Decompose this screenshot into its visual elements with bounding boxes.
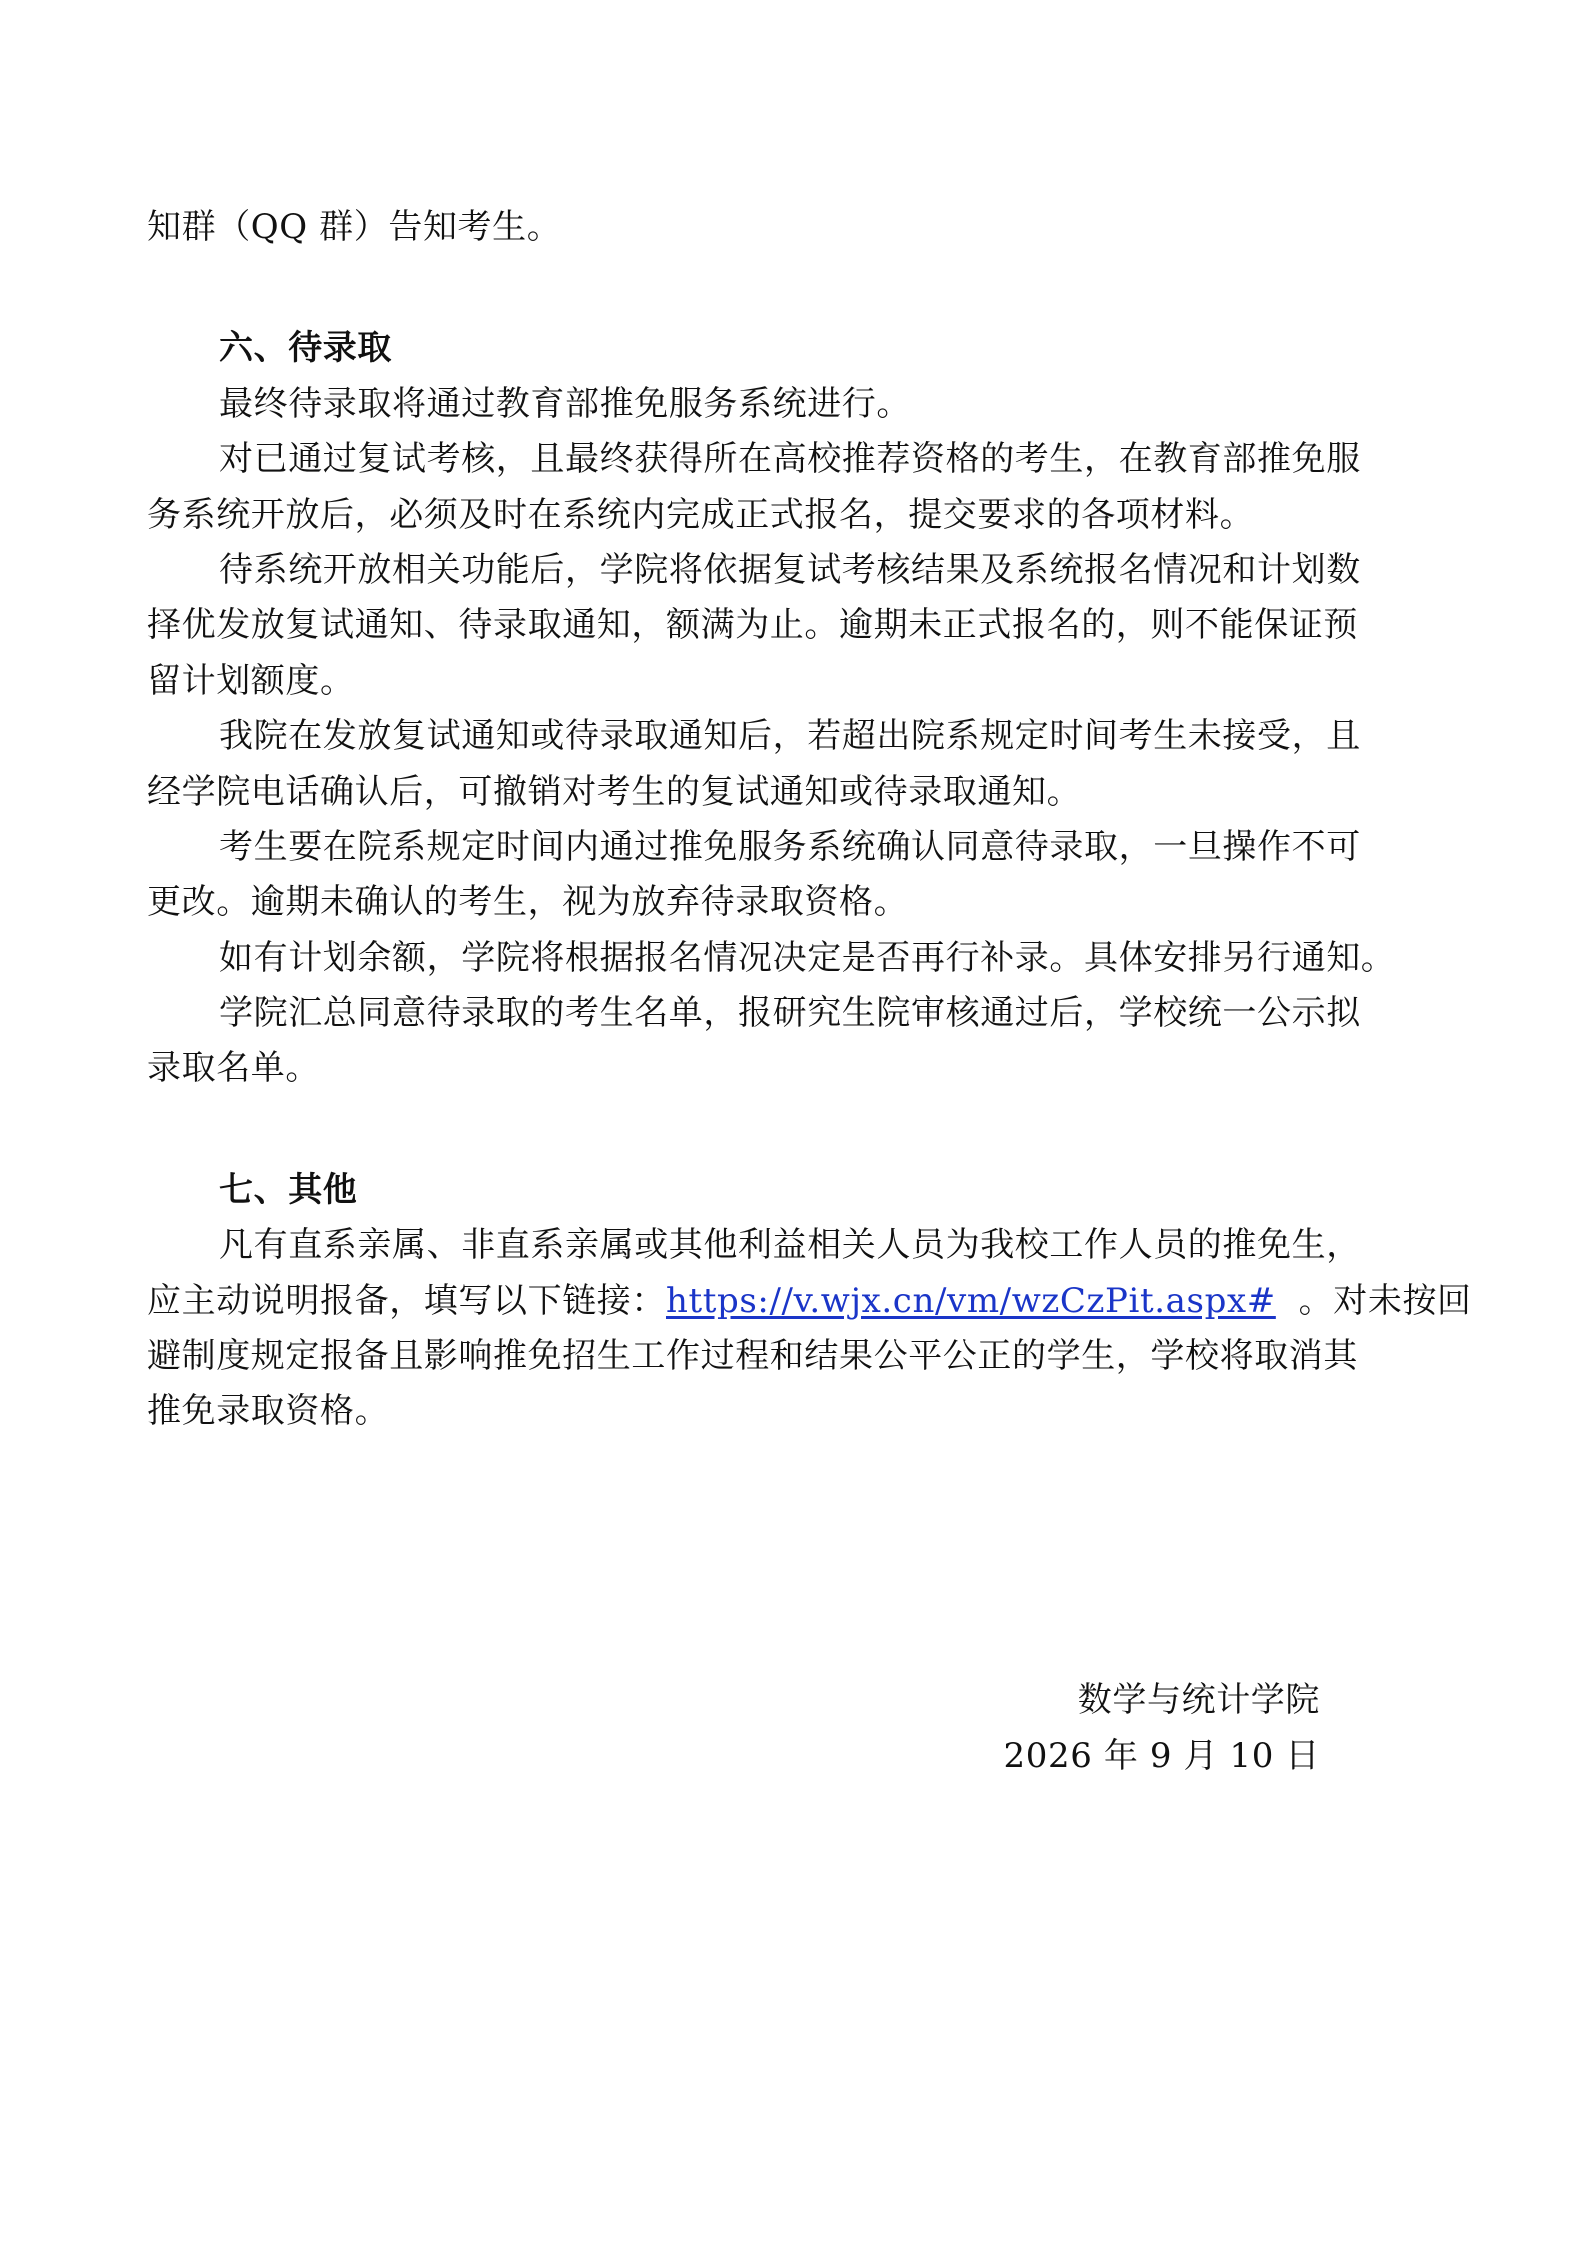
s6-p7-line2: 录取名单。 xyxy=(147,1048,320,1089)
s6-p2-line1: 对已通过复试考核，且最终获得所在高校推荐资格的考生，在教育部推免服 xyxy=(219,439,1361,480)
signature-block xyxy=(1000,1672,1320,1784)
s7-line3: 避制度规定报备且影响推免招生工作过程和结果公平公正的学生，学校将取消其 xyxy=(147,1336,1358,1377)
s6-p5-line2: 更改。逾期未确认的考生，视为放弃待录取资格。 xyxy=(147,882,909,923)
s6-p7-line1: 学院汇总同意待录取的考生名单，报研究生院审核通过后，学校统一公示拟 xyxy=(219,993,1361,1034)
section-7-heading: 七、其他 xyxy=(219,1169,358,1210)
s6-p3-line2: 择优发放复试通知、待录取通知，额满为止。逾期未正式报名的，则不能保证预 xyxy=(147,605,1358,646)
section-6-heading: 六、待录取 xyxy=(219,328,392,369)
document-body xyxy=(147,200,1472,1440)
spacer xyxy=(147,1097,1447,1163)
s6-p4-line2: 经学院电话确认后，可撤销对考生的复试通知或待录取通知。 xyxy=(147,771,1082,812)
s7-line2 xyxy=(147,1274,1472,1329)
questionnaire-link[interactable]: https://v.wjx.cn/vm/wzCzPit.aspx# xyxy=(666,1280,1276,1321)
s7-line2-prefix: 应主动说明报备，填写以下链接： xyxy=(147,1280,666,1321)
signature-date: 2026 年 9 月 10 日 xyxy=(1003,1736,1320,1776)
s6-p1-line1: 最终待录取将通过教育部推免服务系统进行。 xyxy=(219,383,911,424)
s7-line2-suffix: 。对未按回 xyxy=(1275,1280,1472,1321)
s6-p3-line1: 待系统开放相关功能后，学院将依据复试考核结果及系统报名情况和计划数 xyxy=(219,549,1361,590)
s6-p2-line2: 务系统开放后，必须及时在系统内完成正式报名，提交要求的各项材料。 xyxy=(147,494,1255,535)
s7-line4: 推免录取资格。 xyxy=(147,1391,390,1432)
spacer xyxy=(147,255,1447,321)
s6-p3-line3: 留计划额度。 xyxy=(147,660,355,701)
s7-line1: 凡有直系亲属、非直系亲属或其他利益相关人员为我校工作人员的推免生， xyxy=(219,1225,1361,1266)
signature-org: 数学与统计学院 xyxy=(1077,1680,1320,1720)
s6-p6-line1: 如有计划余额，学院将根据报名情况决定是否再行补录。具体安排另行通知。 xyxy=(219,937,1396,978)
intro-line: 知群（QQ 群）告知考生。 xyxy=(147,207,562,247)
s6-p4-line1: 我院在发放复试通知或待录取通知后，若超出院系规定时间考生未接受，且 xyxy=(219,716,1361,757)
s6-p5-line1: 考生要在院系规定时间内通过推免服务系统确认同意待录取，一旦操作不可 xyxy=(219,826,1361,867)
